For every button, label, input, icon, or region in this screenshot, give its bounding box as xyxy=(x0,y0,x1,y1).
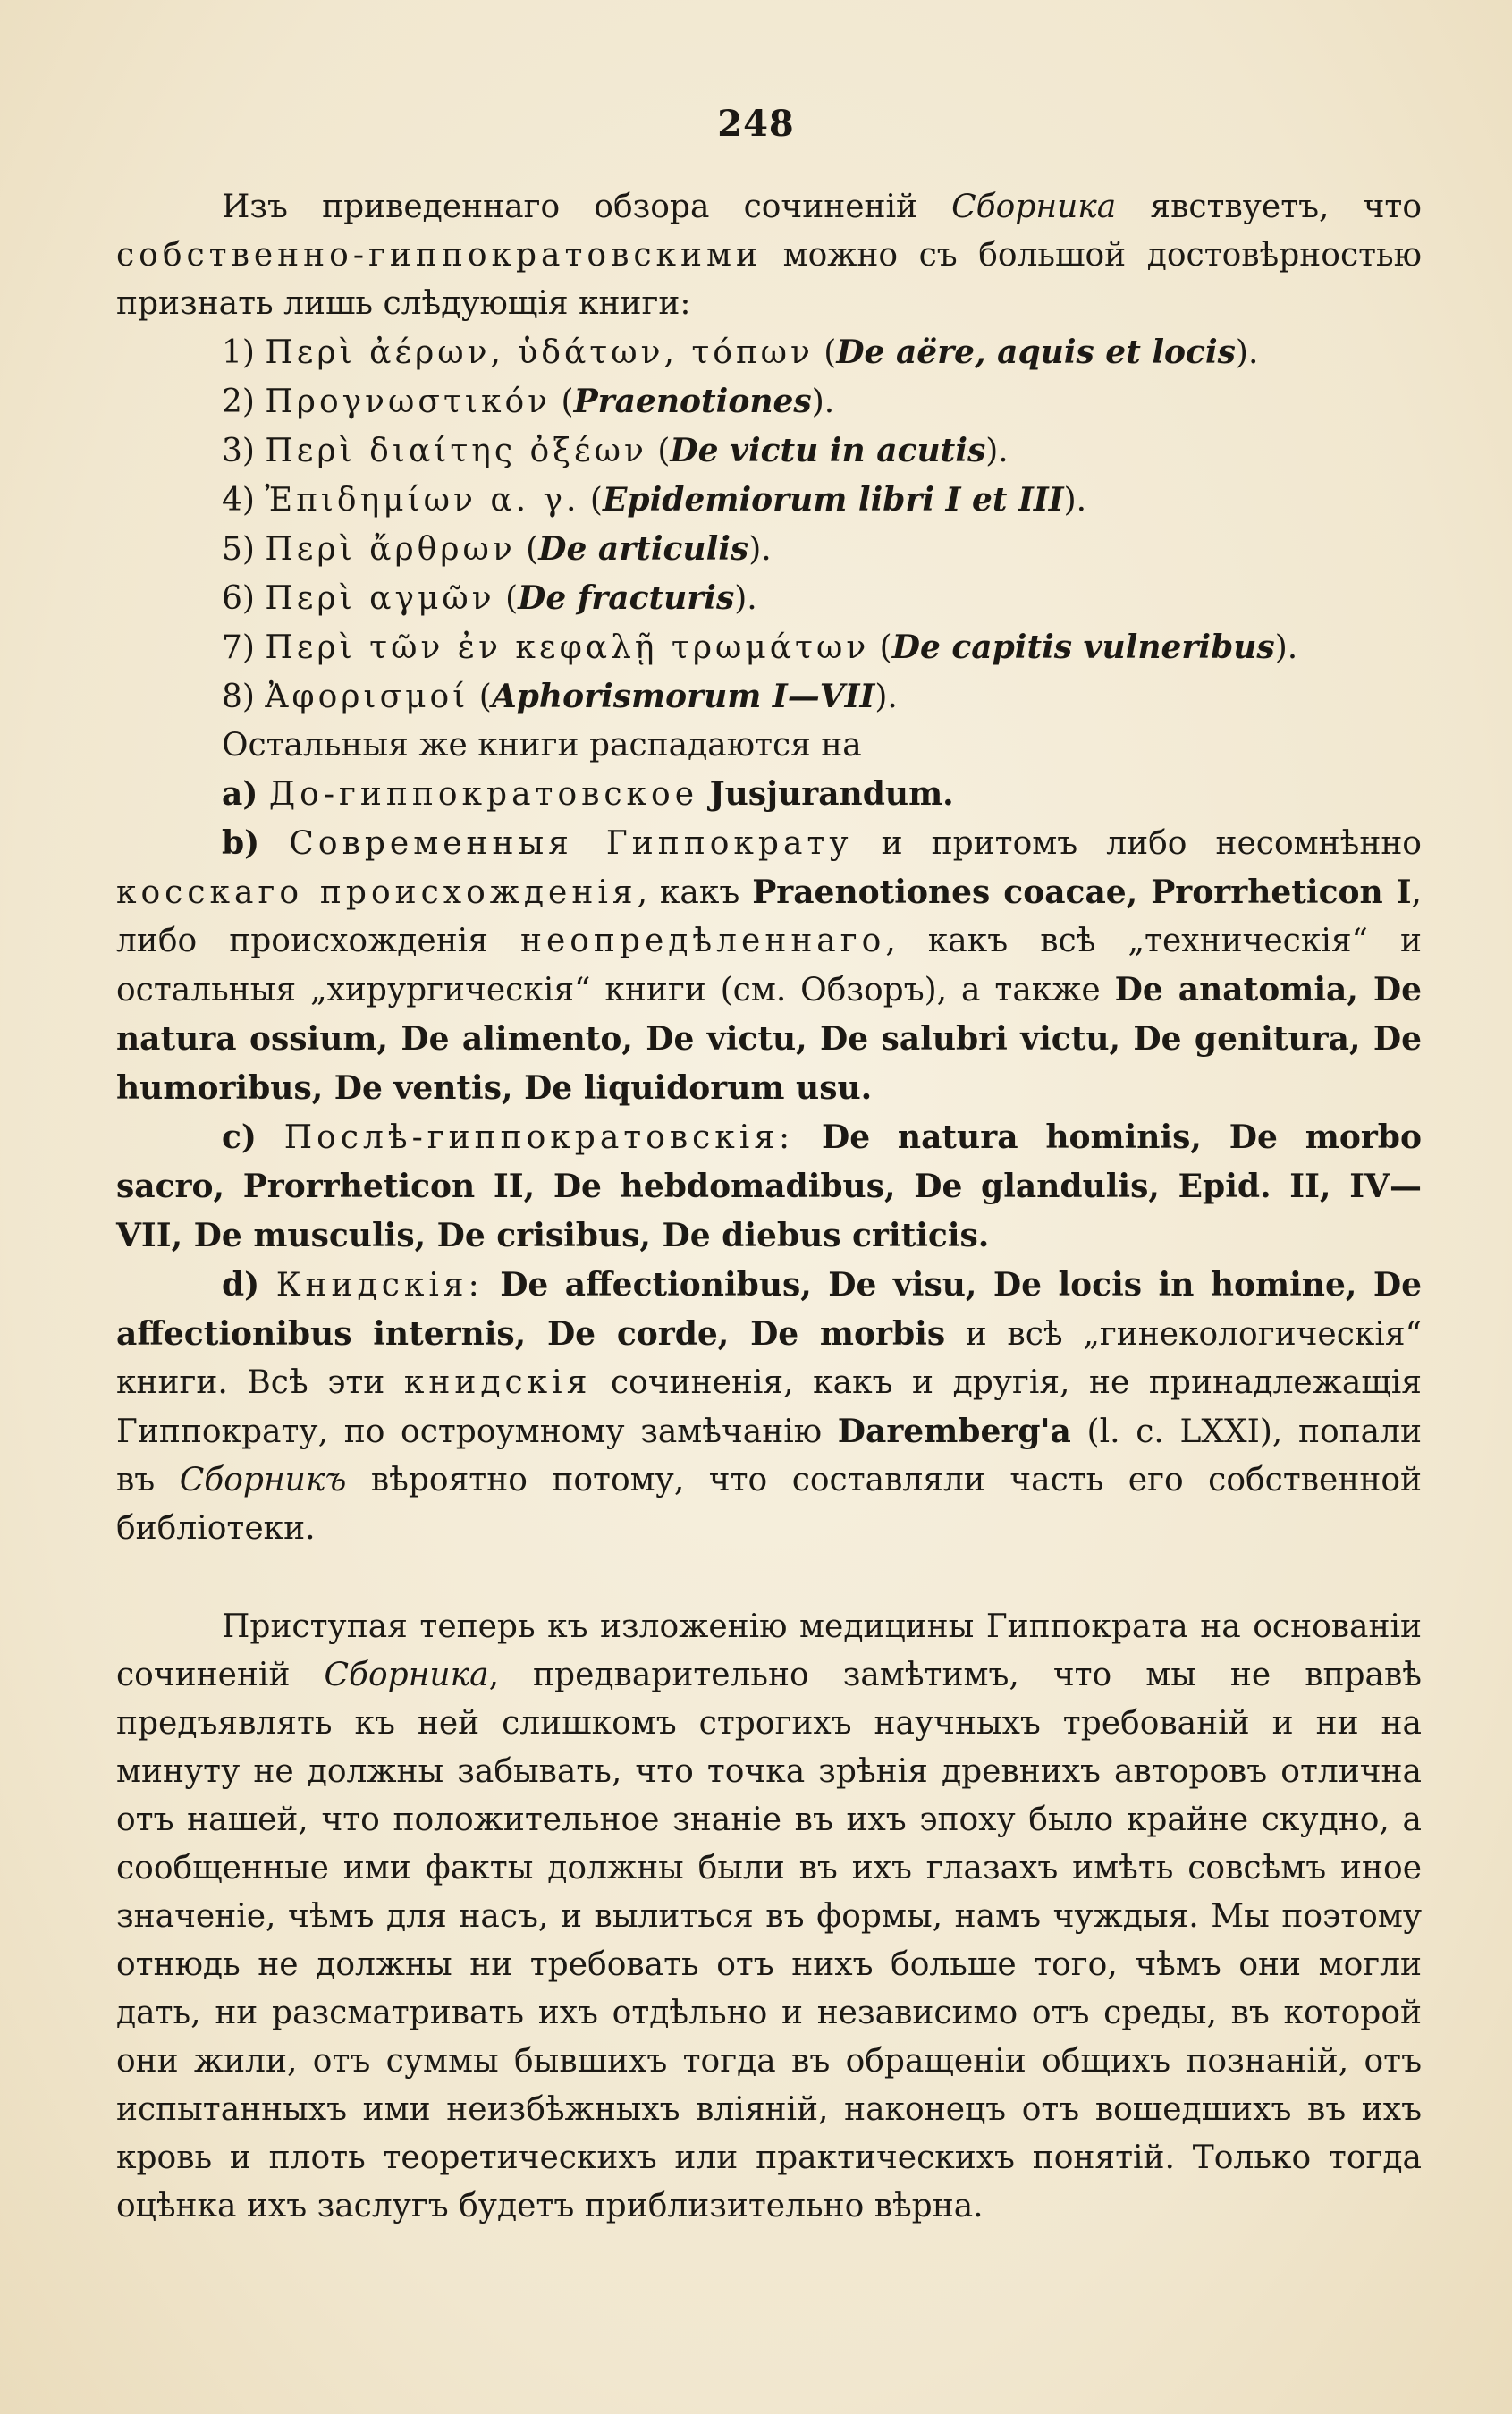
group-heading: Современныя Гиппократу xyxy=(289,825,853,862)
item-number: 8) xyxy=(222,679,255,715)
group-label: a) xyxy=(222,775,269,813)
page-number: 248 xyxy=(717,103,795,145)
paren-close: ). xyxy=(985,433,1009,469)
latin-title: De victu in acutis xyxy=(670,432,986,469)
paren-close: ). xyxy=(748,531,772,568)
list-item xyxy=(116,328,1422,377)
rest-intro: Остальныя же книги распадаются на xyxy=(222,727,862,764)
greek-title: Περὶ αγμῶν xyxy=(265,580,495,617)
paragraph-gap xyxy=(116,1553,1422,1603)
group-a xyxy=(116,770,1422,819)
item-number: 5) xyxy=(222,531,255,568)
group-text: и притомъ либо несомнѣнно xyxy=(852,825,1422,862)
intro-text-3: можно съ большой достовѣрностью признать лишь слѣдующія книги: xyxy=(116,237,1422,322)
latin-title: Aphorismorum I—VII xyxy=(491,678,875,715)
group-latin: Praenotiones coacae, Prorrheticon I xyxy=(752,874,1412,911)
paren-open: ( xyxy=(494,580,519,617)
list-item xyxy=(116,623,1422,672)
group-text: и всѣ „гинекологическія“ книги. Всѣ эти xyxy=(116,1316,1422,1401)
group-latin: De natura hominis, De morbo sacro, Prorrheticon II, De hebdomadibus, De glandulis, Epid. II, IV—VII, De musculis, De crisibus, De diebus criticis. xyxy=(116,1118,1422,1254)
paren-close: ). xyxy=(1063,482,1087,519)
list-item xyxy=(116,426,1422,476)
latin-title: Epidemiorum libri I et III xyxy=(602,481,1064,519)
group-heading: Книдскія: xyxy=(275,1267,484,1304)
latin-title: Praenotiones xyxy=(573,383,812,420)
group-label: c) xyxy=(222,1118,284,1156)
paren-open: ( xyxy=(469,679,492,715)
group-text: , какъ xyxy=(637,874,753,911)
intro-emphasis: собственно-гиппократовскими xyxy=(116,237,763,274)
page-body xyxy=(116,183,1422,2231)
paren-close: ). xyxy=(1235,334,1259,371)
group-latin: Jusjurandum. xyxy=(698,775,954,813)
group-text: вѣроятно потому, что составляли часть его собственной библіотеки. xyxy=(116,1462,1422,1547)
greek-title: Ἀφορισμοί xyxy=(265,679,469,715)
closing-text-2: , предварительно замѣтимъ, что мы не вправѣ предъявлять къ ней слишкомъ строгихъ научныхъ требованій и ни на минуту не должны забывать, что точка зрѣнія древнихъ авторовъ отлична отъ нашей, что положительное знаніе въ ихъ эпоху было крайне скудно, а сообщенные ими факты должны были въ ихъ глазахъ имѣть совсѣмъ иное значеніе, чѣмъ для насъ, и вылиться въ формы, намъ чуждыя. Мы поэтому отнюдь не должны ни требовать отъ нихъ больше того, чѣмъ они могли дать, ни разсматривать ихъ отдѣльно и независимо отъ среды, въ которой они жили, отъ суммы бывшихъ тогда въ обращеніи общихъ познаній, отъ испытанныхъ ими неизбѣжныхъ вліяній, наконецъ отъ вошедшихъ въ ихъ кровь и плоть теоретическихъ или практическихъ понятій. Только тогда оцѣнка ихъ заслугъ будетъ приблизительно вѣрна. xyxy=(116,1657,1422,2224)
group-heading: Послѣ-гиппократовскія: xyxy=(283,1119,795,1156)
intro-paragraph xyxy=(116,183,1422,328)
group-emphasis: неопредѣленнаго xyxy=(519,923,886,959)
item-number: 2) xyxy=(222,384,255,420)
list-item xyxy=(116,574,1422,623)
group-emphasis: косскаго происхожденія xyxy=(116,874,638,911)
greek-title: Περὶ τῶν ἐν κεφαλῇ τρωμάτων xyxy=(265,629,870,666)
item-number: 4) xyxy=(222,482,255,519)
latin-title: De fracturis xyxy=(518,579,735,617)
greek-title: Ἐπιδημίων α. γ. xyxy=(265,482,580,519)
list-item xyxy=(116,672,1422,722)
group-text: , либо происхожденія xyxy=(116,874,1422,959)
greek-title: Περὶ ἄρθρων xyxy=(265,531,516,568)
paren-open: ( xyxy=(869,629,892,666)
item-number: 1) xyxy=(222,334,255,371)
paren-open: ( xyxy=(646,433,671,469)
group-text: (l. c. LXXI), попали въ xyxy=(116,1414,1422,1498)
greek-title: Περὶ ἀέρων, ὑδάτων, τόπων xyxy=(265,334,814,371)
intro-text-1: Изъ приведеннаго обзора сочиненій xyxy=(222,189,952,225)
item-number: 6) xyxy=(222,580,255,617)
list-item xyxy=(116,476,1422,525)
latin-title: De capitis vulneribus xyxy=(891,629,1275,666)
list-item xyxy=(116,377,1422,426)
group-c xyxy=(116,1113,1422,1261)
closing-collection-title: Сборника xyxy=(324,1657,489,1693)
group-emphasis: книдскія xyxy=(403,1364,592,1401)
list-item xyxy=(116,525,1422,574)
greek-title: Περὶ διαίτης ὀξέων xyxy=(265,433,647,469)
group-latin: De anatomia, De natura ossium, De alimento, De victu, De salubri victu, De genitura, De humoribus, De ventis, De liquidorum usu. xyxy=(116,971,1422,1107)
group-label: d) xyxy=(222,1266,276,1304)
paren-close: ). xyxy=(874,679,898,715)
genuine-books-list xyxy=(116,328,1422,722)
paren-open: ( xyxy=(579,482,603,519)
item-number: 7) xyxy=(222,629,255,666)
closing-text-1: Приступая теперь къ изложенію медицины Гиппократа на основаніи сочиненій xyxy=(116,1608,1422,1693)
collection-title: Сборникъ xyxy=(179,1462,347,1498)
group-text: сочиненія, какъ и другія, не принадлежащія Гиппократу, по остроумному замѣчанію xyxy=(116,1364,1423,1450)
greek-title: Προγνωστικόν xyxy=(265,384,552,420)
paren-close: ). xyxy=(811,384,835,420)
intro-collection-title: Сборника xyxy=(951,189,1117,225)
paren-open: ( xyxy=(813,334,837,371)
group-latin: De affectionibus, De visu, De locis in homine, De affectionibus internis, De corde, De morbis xyxy=(116,1266,1422,1353)
latin-title: De aëre, aquis et locis xyxy=(836,333,1236,371)
group-label: b) xyxy=(222,824,290,862)
group-text: , какъ всѣ „техническія“ и остальныя „хирургическія“ книги (см. Обзоръ), а также xyxy=(116,923,1422,1009)
group-b xyxy=(116,819,1422,1113)
group-d xyxy=(116,1261,1422,1553)
paren-close: ). xyxy=(1274,629,1298,666)
paren-open: ( xyxy=(515,531,539,568)
paren-open: ( xyxy=(551,384,574,420)
group-latin: Daremberg'a xyxy=(837,1413,1071,1450)
item-number: 3) xyxy=(222,433,255,469)
latin-title: De articulis xyxy=(538,530,749,568)
group-heading: До-гиппократовское xyxy=(268,776,699,813)
paren-close: ). xyxy=(734,580,757,617)
intro-text-2: явствуетъ, что xyxy=(1116,189,1422,225)
closing-paragraph xyxy=(116,1603,1422,2231)
